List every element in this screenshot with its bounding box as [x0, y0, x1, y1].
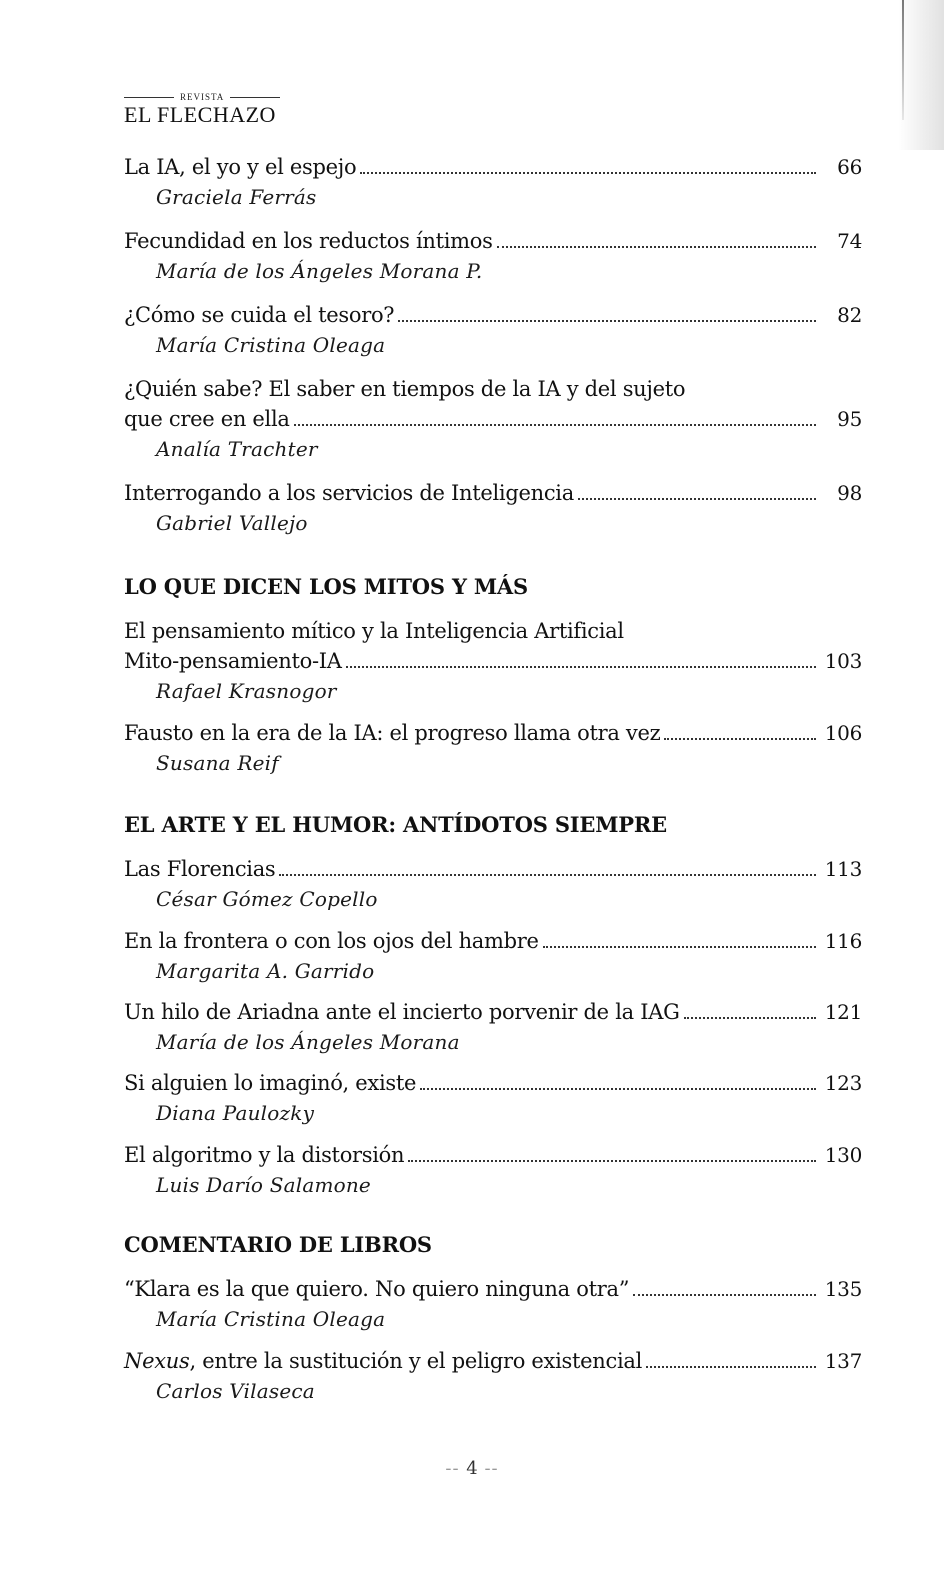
toc-entry-title-line1: ¿Quién sabe? El saber en tiempos de la IA y del sujeto [124, 377, 686, 401]
toc-entry-title: En la frontera o con los ojos del hambre [124, 929, 539, 953]
page-number: 116 [824, 929, 862, 953]
toc-entry[interactable] [124, 1068, 862, 1128]
toc-entry-title [124, 1346, 642, 1376]
toc-entry[interactable] [124, 718, 862, 778]
toc-entry-line [124, 718, 862, 748]
toc-entry-line-first [124, 374, 862, 404]
section-heading: LO QUE DICEN LOS MITOS Y MÁS [124, 574, 528, 599]
toc-entry-title-rest: , entre la sustitución y el peligro existencial [189, 1349, 642, 1373]
toc-entry-author: Analía Trachter [156, 437, 318, 461]
toc-entry-author: Graciela Ferrás [156, 185, 317, 209]
page-folio [0, 1458, 944, 1479]
toc-entry-title: Si alguien lo imaginó, existe [124, 1071, 417, 1095]
toc-entry-title: Mito-pensamiento-IA [124, 649, 342, 673]
dot-leader [279, 874, 816, 876]
toc-entry-title: Fausto en la era de la IA: el progreso llama otra vez [124, 721, 661, 745]
journal-title: EL FLECHAZO [124, 102, 276, 127]
toc-entry[interactable] [124, 616, 862, 706]
dot-leader [360, 172, 816, 174]
toc-entry-title: “Klara es la que quiero. No quiero ninguna otra” [124, 1277, 630, 1301]
toc-entry[interactable] [124, 1140, 862, 1200]
dot-leader [684, 1017, 816, 1019]
book-title-italic: Nexus [124, 1349, 190, 1373]
header-small-label: REVISTA [180, 92, 225, 102]
toc-entry-title: que cree en ella [124, 407, 290, 431]
dot-leader [646, 1366, 816, 1368]
folio-number: 4 [466, 1458, 478, 1479]
header-label-row [124, 92, 280, 102]
page-number: 95 [837, 407, 862, 431]
dot-leader [420, 1088, 816, 1090]
toc-entry-title: ¿Cómo se cuida el tesoro? [124, 303, 395, 327]
toc-entry-author: María Cristina Oleaga [156, 1307, 386, 1331]
toc-entry-line [124, 1140, 862, 1170]
toc-entry-author: Margarita A. Garrido [156, 959, 375, 983]
page-number: 98 [837, 481, 862, 505]
page-number: 74 [837, 229, 862, 253]
toc-entry-author: Susana Reif [156, 751, 279, 775]
toc-entry-author: Carlos Vilaseca [156, 1379, 315, 1403]
toc-entry-line [124, 300, 862, 330]
page-number: 82 [837, 303, 862, 327]
page-number: 130 [824, 1143, 862, 1167]
toc-entry[interactable] [124, 300, 862, 360]
toc-entry-title: Interrogando a los servicios de Inteligencia [124, 481, 574, 505]
toc-entry-author: Gabriel Vallejo [156, 511, 308, 535]
page-number: 103 [824, 649, 862, 673]
toc-entry-author: Rafael Krasnogor [156, 679, 337, 703]
toc-entry-line [124, 997, 862, 1027]
toc-entry-line [124, 152, 862, 182]
toc-entry-line [124, 1274, 862, 1304]
dot-leader [408, 1160, 816, 1162]
toc-entry[interactable] [124, 1346, 862, 1406]
page-number: 121 [824, 1000, 862, 1024]
toc-entry[interactable] [124, 997, 862, 1057]
toc-entry-line [124, 926, 862, 956]
toc-entry-author: María de los Ángeles Morana [156, 1030, 460, 1054]
page-number: 106 [824, 721, 862, 745]
page-number: 123 [824, 1071, 862, 1095]
dot-leader [294, 424, 816, 426]
toc-entry-title: El algoritmo y la distorsión [124, 1143, 405, 1167]
dot-leader [543, 946, 816, 948]
toc-entry-line [124, 478, 862, 508]
running-header [124, 92, 280, 128]
toc-entry-author: César Gómez Copello [156, 887, 378, 911]
section-heading: EL ARTE Y EL HUMOR: ANTÍDOTOS SIEMPRE [124, 812, 667, 837]
toc-entry[interactable] [124, 854, 862, 914]
page-number: 113 [824, 857, 862, 881]
toc-entry-line-first [124, 616, 862, 646]
dot-leader [497, 246, 816, 248]
toc-entry[interactable] [124, 1274, 862, 1334]
dot-leader [633, 1294, 816, 1296]
header-rule-left [124, 97, 174, 98]
toc-entry-line [124, 226, 862, 256]
scan-edge-line [902, 0, 904, 120]
toc-entry-line [124, 404, 862, 434]
toc-entry[interactable] [124, 226, 862, 286]
page-number: 135 [824, 1277, 862, 1301]
toc-entry-author: Luis Darío Salamone [156, 1173, 371, 1197]
scan-edge-shadow [898, 0, 944, 150]
folio-dash-left: -- [445, 1458, 467, 1479]
dot-leader [578, 498, 816, 500]
folio-dash-right: -- [477, 1458, 499, 1479]
toc-entry-line [124, 854, 862, 884]
section-heading: COMENTARIO DE LIBROS [124, 1232, 432, 1257]
toc-entry[interactable] [124, 374, 862, 464]
header-rule-right [230, 97, 280, 98]
dot-leader [398, 320, 816, 322]
toc-entry-title: Un hilo de Ariadna ante el incierto porvenir de la IAG [124, 1000, 680, 1024]
dot-leader [346, 666, 816, 668]
page-number: 137 [824, 1349, 862, 1373]
toc-entry[interactable] [124, 478, 862, 538]
toc-entry-author: María Cristina Oleaga [156, 333, 386, 357]
dot-leader [664, 738, 816, 740]
toc-entry[interactable] [124, 926, 862, 986]
page-number: 66 [837, 155, 862, 179]
toc-entry[interactable] [124, 152, 862, 212]
toc-entry-title: La IA, el yo y el espejo [124, 155, 357, 179]
toc-entry-line [124, 1068, 862, 1098]
toc-entry-line [124, 1346, 862, 1376]
toc-entry-author: Diana Paulozky [156, 1101, 315, 1125]
toc-entry-title: Fecundidad en los reductos íntimos [124, 229, 493, 253]
toc-entry-title-line1: El pensamiento mítico y la Inteligencia Artificial [124, 619, 624, 643]
toc-entry-line [124, 646, 862, 676]
toc-entry-title: Las Florencias [124, 857, 276, 881]
toc-entry-author: María de los Ángeles Morana P. [156, 259, 483, 283]
